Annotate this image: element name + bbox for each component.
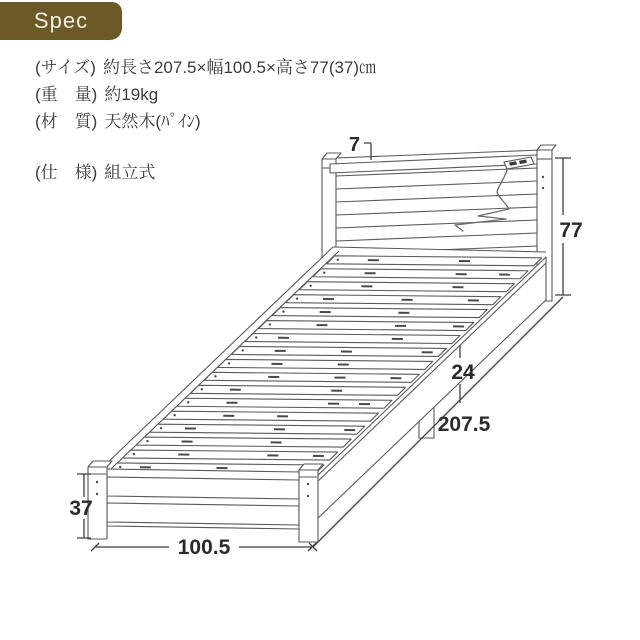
spec-label: (重 量) (35, 85, 98, 104)
slat-screw-dot (296, 297, 298, 299)
slat-screw-dot (146, 440, 148, 442)
slat-screw-dot (337, 259, 339, 261)
slat-screw-dot (323, 272, 325, 274)
slat-screw-dot (269, 323, 271, 325)
spec-value: 天然木(ﾊﾟｲﾝ) (104, 112, 201, 131)
dim-width-label: 100.5 (177, 536, 231, 559)
bed-slat (163, 411, 378, 421)
bed-slat (191, 385, 406, 395)
slat-screw-dot (282, 310, 284, 312)
bed-slat (150, 424, 365, 434)
bed-slat (299, 282, 514, 292)
bed-slat (313, 269, 528, 279)
spec-value: 約19kg (104, 85, 159, 104)
dim-shelf-depth-label: 7 (348, 134, 360, 156)
slat-screw-dot (309, 285, 311, 287)
dim-side-frame-height-label: 24 (451, 361, 475, 384)
bed-slat (204, 372, 419, 382)
slat-screw-dot (214, 375, 216, 377)
bed-slat (123, 450, 338, 460)
bed-slat (272, 308, 487, 318)
dimension-shelf-depth (349, 134, 371, 160)
dim-overall-height-label: 77 (559, 219, 583, 242)
slat-screw-dot (133, 453, 135, 455)
bed-slat (245, 334, 460, 344)
slat-screw-dot (160, 427, 162, 429)
slat-screw-dot (241, 349, 243, 351)
bed-slat (259, 321, 474, 331)
dimension-overall-height (555, 158, 583, 295)
bed-slat (231, 346, 446, 356)
spec-value: 約長さ207.5×幅100.5×高さ77(37)㎝ (102, 58, 377, 77)
bed-slat (327, 256, 542, 266)
spec-label: (材 質) (35, 112, 98, 131)
dimension-width (91, 536, 316, 559)
spec-badge-label: Spec (33, 8, 89, 33)
spec-label: (仕 様) (35, 163, 98, 182)
bed-slat (218, 359, 433, 369)
dim-length-label: 207.5 (437, 413, 491, 436)
slat-screw-dot (119, 466, 121, 468)
slat-screw-dot (187, 401, 189, 403)
slat-screw-dot (228, 362, 230, 364)
footboard (88, 461, 323, 542)
dim-footboard-height-label: 37 (69, 497, 93, 520)
bed-slat (136, 437, 351, 447)
spec-value: 組立式 (104, 163, 156, 182)
spec-label: (サイズ) (35, 58, 96, 77)
slat-screw-dot (201, 388, 203, 390)
slat-screw-dot (255, 336, 257, 338)
slat-screw-dot (173, 414, 175, 416)
